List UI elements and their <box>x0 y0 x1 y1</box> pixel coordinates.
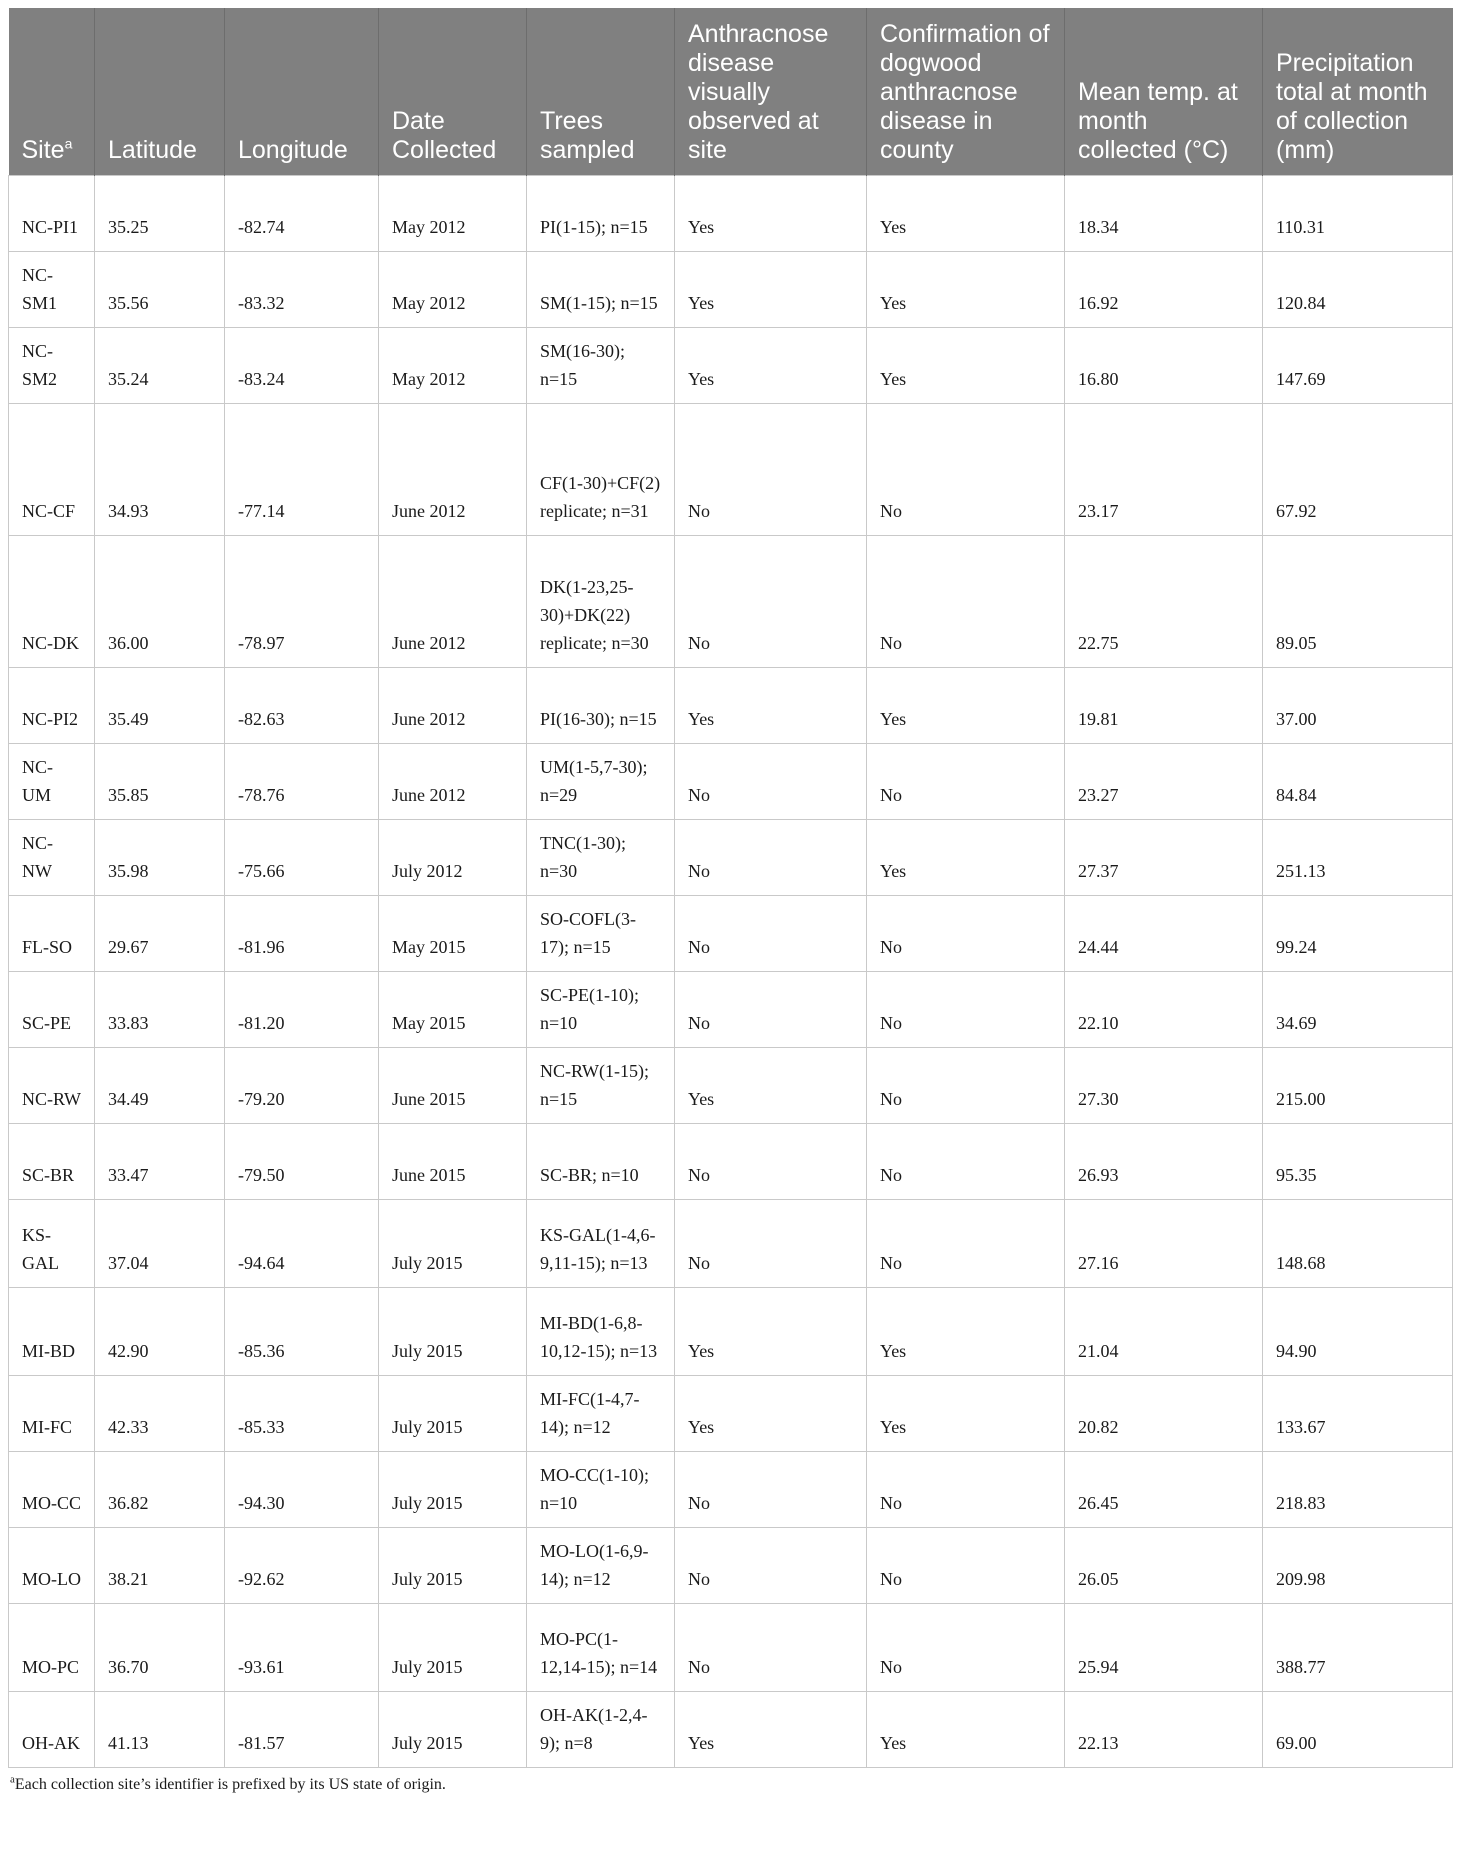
cell-observed: No <box>675 1528 867 1604</box>
cell-confirmed: No <box>867 972 1065 1048</box>
cell-temp: 22.10 <box>1065 972 1263 1048</box>
cell-confirmed: No <box>867 1452 1065 1528</box>
cell-observed: No <box>675 972 867 1048</box>
cell-observed: Yes <box>675 252 867 328</box>
cell-longitude: -85.33 <box>225 1376 379 1452</box>
cell-observed: No <box>675 820 867 896</box>
cell-longitude: -81.96 <box>225 896 379 972</box>
cell-temp: 22.13 <box>1065 1692 1263 1768</box>
cell-trees: SM(1-15); n=15 <box>527 252 675 328</box>
table-row <box>9 972 1453 1048</box>
cell-date: July 2015 <box>379 1376 527 1452</box>
cell-temp: 27.30 <box>1065 1048 1263 1124</box>
cell-longitude: -77.14 <box>225 404 379 536</box>
cell-site: NC-SM1 <box>9 252 95 328</box>
cell-longitude: -82.74 <box>225 176 379 252</box>
cell-temp: 23.17 <box>1065 404 1263 536</box>
cell-precip: 84.84 <box>1263 744 1453 820</box>
cell-trees: SO-COFL(3-17); n=15 <box>527 896 675 972</box>
cell-date: July 2012 <box>379 820 527 896</box>
cell-site: NC-RW <box>9 1048 95 1124</box>
cell-date: June 2015 <box>379 1124 527 1200</box>
cell-longitude: -75.66 <box>225 820 379 896</box>
header-mean-temp: Mean temp. at month collected (°C) <box>1065 8 1263 176</box>
cell-latitude: 29.67 <box>95 896 225 972</box>
table-row <box>9 1288 1453 1376</box>
table-row <box>9 176 1453 252</box>
cell-latitude: 37.04 <box>95 1200 225 1288</box>
cell-confirmed: No <box>867 536 1065 668</box>
cell-observed: Yes <box>675 176 867 252</box>
cell-precip: 133.67 <box>1263 1376 1453 1452</box>
cell-trees: TNC(1-30); n=30 <box>527 820 675 896</box>
cell-date: May 2012 <box>379 328 527 404</box>
cell-site: NC-DK <box>9 536 95 668</box>
cell-observed: No <box>675 1452 867 1528</box>
cell-confirmed: No <box>867 1124 1065 1200</box>
cell-latitude: 33.83 <box>95 972 225 1048</box>
cell-temp: 23.27 <box>1065 744 1263 820</box>
cell-temp: 24.44 <box>1065 896 1263 972</box>
cell-observed: No <box>675 536 867 668</box>
cell-temp: 26.45 <box>1065 1452 1263 1528</box>
cell-precip: 94.90 <box>1263 1288 1453 1376</box>
cell-trees: MO-LO(1-6,9-14); n=12 <box>527 1528 675 1604</box>
cell-latitude: 42.33 <box>95 1376 225 1452</box>
cell-trees: PI(1-15); n=15 <box>527 176 675 252</box>
cell-site: SC-PE <box>9 972 95 1048</box>
table-row <box>9 896 1453 972</box>
cell-temp: 22.75 <box>1065 536 1263 668</box>
table-header <box>9 8 1453 176</box>
cell-site: NC-SM2 <box>9 328 95 404</box>
cell-confirmed: No <box>867 1048 1065 1124</box>
cell-longitude: -83.32 <box>225 252 379 328</box>
cell-trees: MO-CC(1-10); n=10 <box>527 1452 675 1528</box>
cell-temp: 27.37 <box>1065 820 1263 896</box>
cell-longitude: -85.36 <box>225 1288 379 1376</box>
cell-precip: 251.13 <box>1263 820 1453 896</box>
cell-trees: MI-BD(1-6,8-10,12-15); n=13 <box>527 1288 675 1376</box>
cell-precip: 34.69 <box>1263 972 1453 1048</box>
cell-precip: 99.24 <box>1263 896 1453 972</box>
cell-longitude: -82.63 <box>225 668 379 744</box>
header-precipitation: Precipitation total at month of collection (mm) <box>1263 8 1453 176</box>
cell-date: July 2015 <box>379 1288 527 1376</box>
cell-confirmed: Yes <box>867 328 1065 404</box>
table-row <box>9 1528 1453 1604</box>
cell-latitude: 35.85 <box>95 744 225 820</box>
cell-temp: 18.34 <box>1065 176 1263 252</box>
table-footnote <box>8 1773 1452 1794</box>
footnote-text: Each collection site’s identifier is prefixed by its US state of origin. <box>14 1776 446 1793</box>
cell-trees: DK(1-23,25-30)+DK(22) replicate; n=30 <box>527 536 675 668</box>
cell-observed: Yes <box>675 1376 867 1452</box>
cell-temp: 20.82 <box>1065 1376 1263 1452</box>
cell-date: June 2015 <box>379 1048 527 1124</box>
cell-latitude: 35.98 <box>95 820 225 896</box>
cell-observed: Yes <box>675 1692 867 1768</box>
table-row <box>9 404 1453 536</box>
cell-date: May 2012 <box>379 252 527 328</box>
cell-latitude: 41.13 <box>95 1692 225 1768</box>
cell-site: MI-BD <box>9 1288 95 1376</box>
table-row <box>9 1692 1453 1768</box>
cell-precip: 120.84 <box>1263 252 1453 328</box>
cell-site: NC-NW <box>9 820 95 896</box>
cell-precip: 388.77 <box>1263 1604 1453 1692</box>
header-date-collected: Date Collected <box>379 8 527 176</box>
cell-site: MI-FC <box>9 1376 95 1452</box>
header-trees-sampled: Trees sampled <box>527 8 675 176</box>
cell-site: NC-PI1 <box>9 176 95 252</box>
cell-site: MO-CC <box>9 1452 95 1528</box>
header-latitude: Latitude <box>95 8 225 176</box>
table-row <box>9 328 1453 404</box>
cell-confirmed: Yes <box>867 1692 1065 1768</box>
table-row <box>9 252 1453 328</box>
cell-precip: 89.05 <box>1263 536 1453 668</box>
cell-longitude: -79.20 <box>225 1048 379 1124</box>
cell-confirmed: Yes <box>867 820 1065 896</box>
cell-longitude: -93.61 <box>225 1604 379 1692</box>
cell-latitude: 34.49 <box>95 1048 225 1124</box>
cell-observed: No <box>675 1200 867 1288</box>
table-row <box>9 1452 1453 1528</box>
cell-temp: 19.81 <box>1065 668 1263 744</box>
table-row <box>9 536 1453 668</box>
cell-latitude: 38.21 <box>95 1528 225 1604</box>
cell-date: July 2015 <box>379 1452 527 1528</box>
site-footnote-marker: a <box>64 135 73 152</box>
cell-precip: 67.92 <box>1263 404 1453 536</box>
cell-site: MO-PC <box>9 1604 95 1692</box>
cell-precip: 69.00 <box>1263 1692 1453 1768</box>
cell-site: FL-SO <box>9 896 95 972</box>
cell-precip: 110.31 <box>1263 176 1453 252</box>
cell-observed: No <box>675 1604 867 1692</box>
cell-trees: NC-RW(1-15); n=15 <box>527 1048 675 1124</box>
cell-precip: 209.98 <box>1263 1528 1453 1604</box>
cell-date: May 2015 <box>379 896 527 972</box>
table-row <box>9 1124 1453 1200</box>
collection-sites-table <box>8 8 1453 1768</box>
cell-observed: No <box>675 1124 867 1200</box>
cell-confirmed: Yes <box>867 1288 1065 1376</box>
cell-longitude: -78.97 <box>225 536 379 668</box>
cell-longitude: -81.20 <box>225 972 379 1048</box>
cell-latitude: 34.93 <box>95 404 225 536</box>
cell-site: MO-LO <box>9 1528 95 1604</box>
cell-date: July 2015 <box>379 1604 527 1692</box>
cell-observed: Yes <box>675 668 867 744</box>
table-row <box>9 668 1453 744</box>
cell-temp: 16.80 <box>1065 328 1263 404</box>
cell-temp: 27.16 <box>1065 1200 1263 1288</box>
cell-longitude: -78.76 <box>225 744 379 820</box>
cell-date: June 2012 <box>379 404 527 536</box>
cell-date: July 2015 <box>379 1528 527 1604</box>
cell-precip: 215.00 <box>1263 1048 1453 1124</box>
cell-longitude: -92.62 <box>225 1528 379 1604</box>
cell-temp: 21.04 <box>1065 1288 1263 1376</box>
cell-confirmed: No <box>867 1528 1065 1604</box>
cell-longitude: -94.64 <box>225 1200 379 1288</box>
cell-longitude: -81.57 <box>225 1692 379 1768</box>
table-body <box>9 176 1453 1768</box>
cell-temp: 26.05 <box>1065 1528 1263 1604</box>
cell-confirmed: No <box>867 1604 1065 1692</box>
cell-latitude: 35.25 <box>95 176 225 252</box>
cell-latitude: 35.24 <box>95 328 225 404</box>
cell-trees: KS-GAL(1-4,6-9,11-15); n=13 <box>527 1200 675 1288</box>
cell-site: KS-GAL <box>9 1200 95 1288</box>
cell-trees: UM(1-5,7-30); n=29 <box>527 744 675 820</box>
cell-site: OH-AK <box>9 1692 95 1768</box>
cell-site: NC-PI2 <box>9 668 95 744</box>
cell-confirmed: Yes <box>867 252 1065 328</box>
cell-trees: SC-BR; n=10 <box>527 1124 675 1200</box>
cell-latitude: 33.47 <box>95 1124 225 1200</box>
header-longitude: Longitude <box>225 8 379 176</box>
cell-confirmed: No <box>867 896 1065 972</box>
cell-date: July 2015 <box>379 1200 527 1288</box>
cell-date: June 2012 <box>379 744 527 820</box>
cell-site: NC-CF <box>9 404 95 536</box>
cell-latitude: 35.49 <box>95 668 225 744</box>
cell-precip: 148.68 <box>1263 1200 1453 1288</box>
cell-date: June 2012 <box>379 536 527 668</box>
header-disease-confirmed: Confirmation of dogwood anthracnose disease in county <box>867 8 1065 176</box>
cell-latitude: 35.56 <box>95 252 225 328</box>
cell-trees: PI(16-30); n=15 <box>527 668 675 744</box>
cell-trees: OH-AK(1-2,4-9); n=8 <box>527 1692 675 1768</box>
table-row <box>9 820 1453 896</box>
cell-trees: CF(1-30)+CF(2) replicate; n=31 <box>527 404 675 536</box>
cell-precip: 37.00 <box>1263 668 1453 744</box>
cell-trees: SM(16-30); n=15 <box>527 328 675 404</box>
cell-confirmed: Yes <box>867 668 1065 744</box>
cell-latitude: 42.90 <box>95 1288 225 1376</box>
cell-temp: 26.93 <box>1065 1124 1263 1200</box>
cell-latitude: 36.00 <box>95 536 225 668</box>
cell-confirmed: Yes <box>867 1376 1065 1452</box>
cell-confirmed: Yes <box>867 176 1065 252</box>
table-row <box>9 744 1453 820</box>
cell-observed: Yes <box>675 1288 867 1376</box>
cell-trees: MI-FC(1-4,7-14); n=12 <box>527 1376 675 1452</box>
footnote-marker: a <box>10 1773 15 1786</box>
cell-observed: No <box>675 744 867 820</box>
cell-confirmed: No <box>867 404 1065 536</box>
cell-date: July 2015 <box>379 1692 527 1768</box>
header-row <box>9 8 1453 176</box>
cell-trees: SC-PE(1-10); n=10 <box>527 972 675 1048</box>
cell-longitude: -79.50 <box>225 1124 379 1200</box>
cell-observed: Yes <box>675 1048 867 1124</box>
cell-temp: 25.94 <box>1065 1604 1263 1692</box>
cell-precip: 218.83 <box>1263 1452 1453 1528</box>
table-row <box>9 1200 1453 1288</box>
cell-trees: MO-PC(1-12,14-15); n=14 <box>527 1604 675 1692</box>
cell-precip: 95.35 <box>1263 1124 1453 1200</box>
cell-date: May 2015 <box>379 972 527 1048</box>
cell-precip: 147.69 <box>1263 328 1453 404</box>
cell-latitude: 36.82 <box>95 1452 225 1528</box>
cell-site: NC-UM <box>9 744 95 820</box>
cell-observed: No <box>675 896 867 972</box>
cell-observed: Yes <box>675 328 867 404</box>
cell-temp: 16.92 <box>1065 252 1263 328</box>
cell-longitude: -94.30 <box>225 1452 379 1528</box>
header-disease-observed: Anthracnose disease visually observed at site <box>675 8 867 176</box>
cell-date: May 2012 <box>379 176 527 252</box>
table-row <box>9 1048 1453 1124</box>
cell-confirmed: No <box>867 744 1065 820</box>
cell-site: SC-BR <box>9 1124 95 1200</box>
cell-longitude: -83.24 <box>225 328 379 404</box>
header-site: Site$^a$ <box>9 8 95 176</box>
table-row <box>9 1376 1453 1452</box>
cell-observed: No <box>675 404 867 536</box>
table-row <box>9 1604 1453 1692</box>
table-container <box>8 8 1452 1794</box>
cell-confirmed: No <box>867 1200 1065 1288</box>
cell-latitude: 36.70 <box>95 1604 225 1692</box>
cell-date: June 2012 <box>379 668 527 744</box>
